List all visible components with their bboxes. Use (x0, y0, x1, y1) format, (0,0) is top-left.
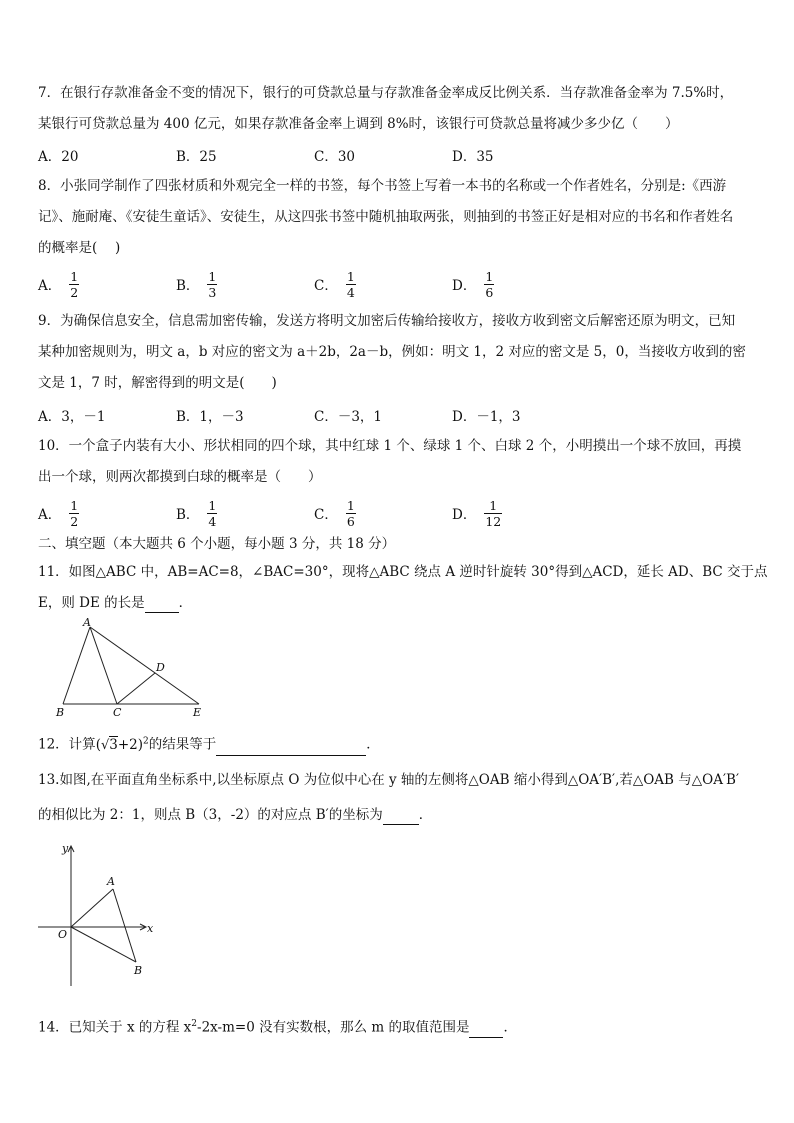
fraction: $\frac{1}{4}$ (208, 497, 217, 529)
q10-line-2: 出一个球，则两次都摸到白球的概率是（ ） (38, 469, 322, 485)
fraction: $\frac{1}{2}$ (70, 497, 79, 529)
q14-exponent: 2 (191, 1019, 198, 1029)
option-label: C． (314, 507, 338, 523)
q11-line-2 (38, 593, 192, 613)
label-a: A (83, 616, 91, 629)
fraction: $\frac{1}{6}$ (346, 497, 355, 529)
segment-cd (117, 673, 155, 704)
q10-option-d[interactable] (452, 493, 502, 533)
q13-coordinate-figure (34, 838, 164, 988)
q10-line-1: 10．一个盒子内装有大小、形状相同的四个球，其中红球 1 个、绿球 1 个、白球 2 个，小明摸出一个球不放回，再摸 (38, 438, 742, 454)
q9-option-c[interactable]: C．－3，1 (314, 409, 383, 425)
label-d: D (156, 661, 165, 674)
q11-line-1: 11．如图△ABC 中，AB=AC=8，∠BAC=30°，现将△ABC 绕点 A 逆时针旋转 30°得到△ACD，延长 AD、BC 交于点 (38, 564, 768, 580)
q14-text: -2x-m=0 没有实数根，那么 m 的取值范围是 (197, 1019, 470, 1036)
q11-text: E，则 DE 的长是 (38, 595, 145, 611)
label-y: y (62, 842, 69, 855)
label-o: O (58, 928, 68, 941)
fraction: $\frac{1}{4}$ (346, 268, 355, 300)
segment-oa (71, 889, 113, 927)
q8-option-d[interactable] (452, 264, 494, 304)
q11-end: ． (178, 595, 193, 611)
option-label: D． (452, 278, 477, 294)
q13-line-1: 13.如图,在平面直角坐标系中,以坐标原点 O 为位似中心在 y 轴的左侧将△OAB 缩小得到△OA′B′,若△OAB 与△OA′B′ (38, 772, 740, 788)
q7-line-1: 7．在银行存款准备金不变的情况下，银行的可贷款总量与存款准备金率成反比例关系．当存款准备金率为 7.5%时， (38, 85, 734, 101)
q12-suffix: 的结果等于 (148, 736, 217, 753)
segment-ac (90, 627, 117, 704)
q7-option-a[interactable]: A．20 (38, 149, 79, 165)
q13-end: ． (418, 807, 433, 823)
q12-prefix: 12．计算 (38, 736, 96, 753)
q13-answer-blank[interactable] (383, 810, 419, 825)
q13-line-2 (38, 805, 432, 825)
fraction: $\frac{1}{12}$ (485, 497, 502, 529)
label-b: B (134, 964, 143, 977)
q12-answer-blank[interactable] (216, 741, 366, 756)
segment-ab (63, 627, 90, 704)
label-e: E (193, 706, 202, 719)
fraction: $\frac{1}{2}$ (70, 268, 79, 300)
q10-option-b[interactable] (176, 493, 217, 533)
q12-expression: $(√3+2)^2$ (95, 736, 149, 753)
section-heading-fill-in: 二、填空题（本大题共 6 个小题，每小题 3 分，共 18 分） (38, 536, 396, 552)
q7-option-d[interactable]: D．35 (452, 149, 494, 165)
label-x: x (147, 922, 154, 935)
q14-prefix: 14．已知关于 x 的方程 x (38, 1019, 192, 1036)
q8-option-b[interactable] (176, 264, 217, 304)
q11-answer-blank[interactable] (145, 598, 179, 613)
q8-line-3: 的概率是( ) (38, 240, 121, 256)
q10-option-a[interactable] (38, 493, 79, 533)
fraction: $\frac{1}{3}$ (208, 268, 217, 300)
q9-line-3: 文是 1，7 时，解密得到的明文是( ) (38, 375, 277, 391)
q7-option-b[interactable]: B．25 (176, 149, 217, 165)
q11-triangle-figure (52, 615, 212, 720)
q8-line-1: 8．小张同学制作了四张材质和外观完全一样的书签，每个书签上写着一本书的名称或一个作者姓名，分别是:《西游 (38, 178, 727, 194)
q14-line (38, 1014, 517, 1038)
q14-answer-blank[interactable] (469, 1023, 503, 1038)
q8-option-a[interactable] (38, 264, 79, 304)
q9-line-2: 某种加密规则为，明文 a，b 对应的密文为 a＋2b，2a－b，例如：明文 1，2 对应的密文是 5，0，当接收方收到的密 (38, 344, 746, 360)
label-b: B (56, 706, 65, 719)
q8-option-c[interactable] (314, 264, 356, 304)
option-label: B． (176, 278, 200, 294)
segment-ae (90, 627, 199, 704)
option-label: A． (38, 507, 62, 523)
q7-option-c[interactable]: C．30 (314, 149, 356, 165)
q8-line-2: 记》、施耐庵、《安徒生童话》、安徒生，从这四张书签中随机抽取两张，则抽到的书签正好是相对应的书名和作者姓名 (38, 209, 734, 225)
label-a: A (107, 875, 115, 888)
option-label: C． (314, 278, 338, 294)
q9-option-b[interactable]: B．1，－3 (176, 409, 244, 425)
q10-option-c[interactable] (314, 493, 356, 533)
q14-end: ． (503, 1019, 517, 1036)
q12-end: ． (366, 736, 380, 753)
q9-option-a[interactable]: A．3，－1 (38, 409, 106, 425)
fraction: $\frac{1}{6}$ (485, 268, 494, 300)
q12-line (38, 731, 380, 756)
q13-text: 的相似比为 2：1，则点 B（3，-2）的对应点 B′的坐标为 (38, 807, 383, 823)
q9-option-d[interactable]: D．－1，3 (452, 409, 521, 425)
q9-line-1: 9．为确保信息安全，信息需加密传输，发送方将明文加密后传输给接收方，接收方收到密文后解密还原为明文，已知 (38, 313, 736, 329)
option-label: B． (176, 507, 200, 523)
option-label: D． (452, 507, 477, 523)
label-c: C (113, 706, 122, 719)
q7-line-2: 某银行可贷款总量为 400 亿元，如果存款准备金率上调到 8%时，该银行可贷款总量将减少多少亿（ ） (38, 116, 679, 132)
option-label: A． (38, 278, 62, 294)
